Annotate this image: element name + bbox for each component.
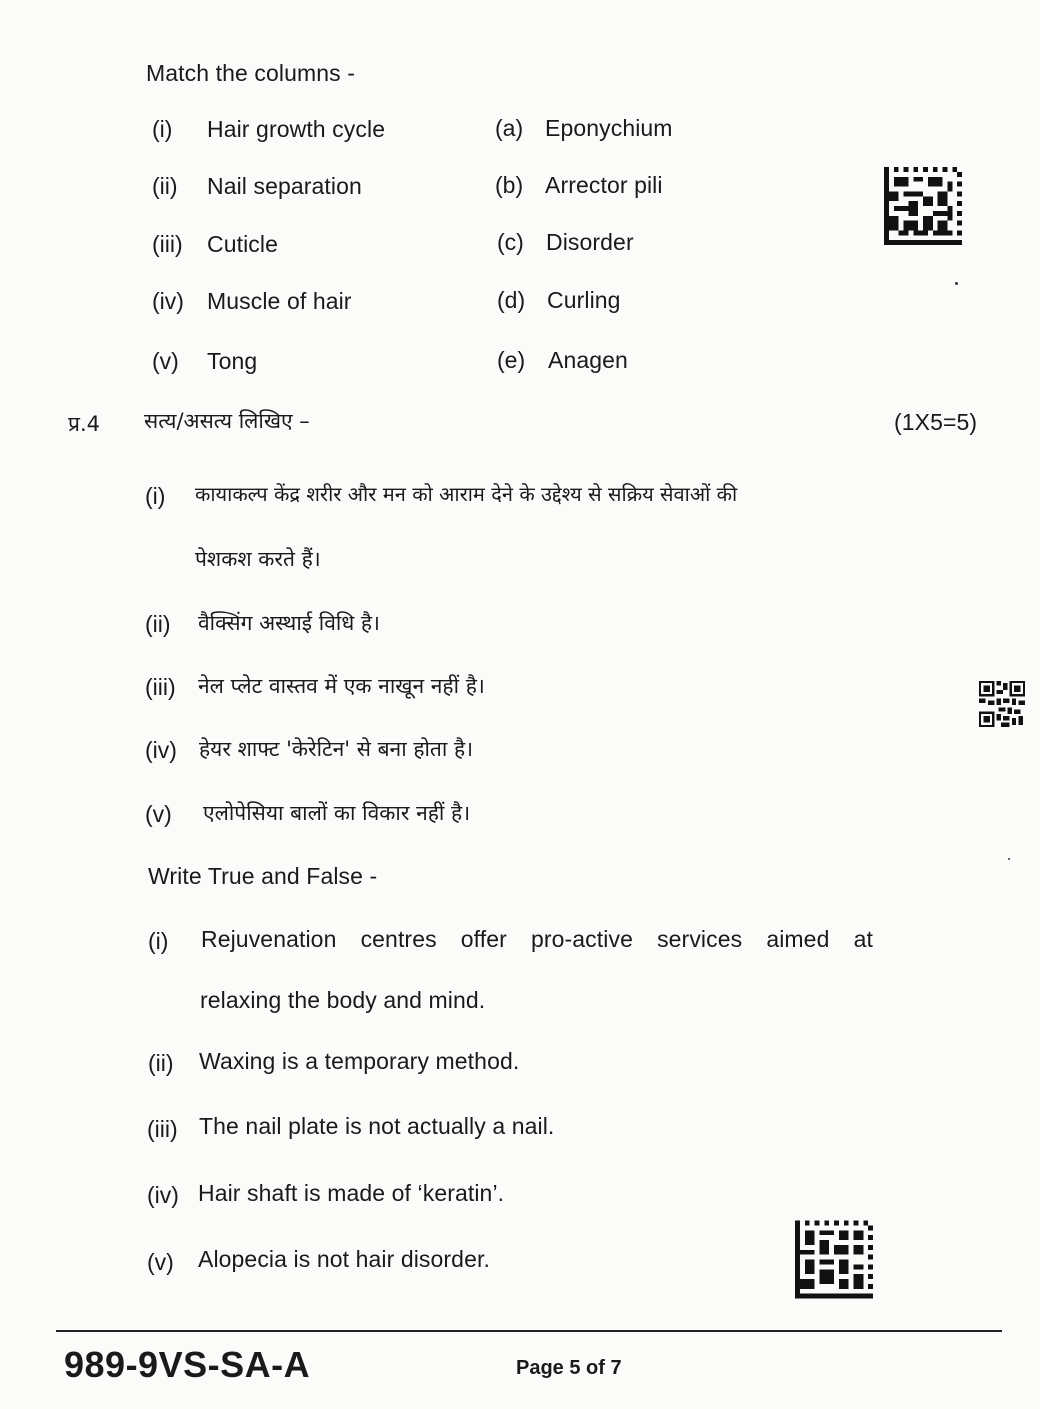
english-word: services [657, 926, 743, 952]
hindi-item-num: (iii) [145, 674, 176, 700]
match-right-num: (c) [497, 229, 524, 255]
match-right-text: Eponychium [545, 115, 673, 141]
match-heading: Match the columns - [146, 60, 355, 86]
match-right-num: (b) [495, 172, 524, 198]
match-right-text: Anagen [548, 347, 628, 373]
english-word: aimed [766, 926, 830, 952]
hindi-item-num: (ii) [145, 611, 171, 637]
hindi-item-text: नेल प्लेट वास्तव में एक नाखून नहीं है। [198, 674, 485, 698]
english-item-num: (ii) [148, 1050, 174, 1076]
scan-speck [955, 282, 958, 285]
hindi-item-num: (i) [145, 483, 166, 509]
english-item-text [201, 926, 873, 953]
english-item-text: Hair shaft is made of ‘keratin’. [198, 1180, 505, 1206]
match-left-text: Nail separation [207, 173, 362, 199]
match-left-text: Muscle of hair [207, 288, 352, 314]
english-word: Rejuvenation [201, 926, 337, 952]
match-right-text: Curling [547, 287, 621, 313]
match-left-text: Tong [207, 348, 258, 374]
hindi-item-num: (v) [145, 801, 172, 827]
match-left-text: Cuticle [207, 231, 279, 257]
english-word: pro-active [530, 926, 633, 952]
english-item-num: (iv) [147, 1182, 179, 1208]
english-item-text-cont: relaxing the body and mind. [200, 987, 486, 1013]
footer-rule [56, 1330, 1002, 1332]
match-right-num: (e) [497, 347, 526, 373]
match-left-num: (iii) [152, 231, 183, 257]
hindi-item-text: वैक्सिंग अस्थाई विधि है। [198, 611, 381, 635]
hindi-item-line: कायाकल्प केंद्र शरीर और मन को आराम देने के उद्देश्य से सक्रिय सेवाओं की [195, 482, 738, 506]
match-left-num: (ii) [152, 173, 178, 199]
hindi-item-text [195, 480, 865, 507]
english-item-text: Alopecia is not hair disorder. [198, 1246, 490, 1272]
qr-code-icon [978, 681, 1026, 732]
match-right-num: (d) [497, 287, 526, 313]
english-heading: Write True and False - [148, 863, 378, 889]
english-item-num: (i) [148, 928, 169, 954]
match-right-text: Disorder [546, 229, 634, 255]
match-left-text: Hair growth cycle [207, 116, 386, 142]
match-left-num: (i) [152, 116, 173, 142]
paper-code: 989-9VS-SA-A [64, 1344, 311, 1385]
match-right-num: (a) [495, 115, 524, 141]
question-number: प्र.4 [68, 412, 100, 436]
english-word: at [853, 926, 873, 952]
page-number: Page 5 of 7 [516, 1357, 622, 1379]
hindi-item-text-cont: पेशकश करते हैं। [195, 547, 321, 571]
datamatrix-code-icon [795, 1216, 873, 1308]
hindi-item-text: हेयर शाफ्ट 'केरेटिन' से बना होता है। [199, 737, 474, 761]
match-left-num: (iv) [152, 288, 184, 314]
english-item-text: The nail plate is not actually a nail. [199, 1113, 555, 1139]
hindi-heading: सत्य/असत्य लिखिए – [144, 409, 310, 433]
match-right-text: Arrector pili [545, 172, 663, 198]
hindi-item-text: एलोपेसिया बालों का विकार नहीं है। [203, 801, 471, 825]
english-word: offer [460, 926, 507, 952]
english-item-num: (v) [147, 1249, 174, 1275]
english-item-num: (iii) [147, 1116, 178, 1142]
marks-label: (1X5=5) [894, 409, 978, 435]
scan-speck [1008, 858, 1010, 860]
datamatrix-code-icon [884, 166, 962, 251]
english-word: centres [360, 926, 437, 952]
english-item-text: Waxing is a temporary method. [199, 1048, 520, 1074]
match-left-num: (v) [152, 348, 179, 374]
hindi-item-num: (iv) [145, 737, 177, 763]
